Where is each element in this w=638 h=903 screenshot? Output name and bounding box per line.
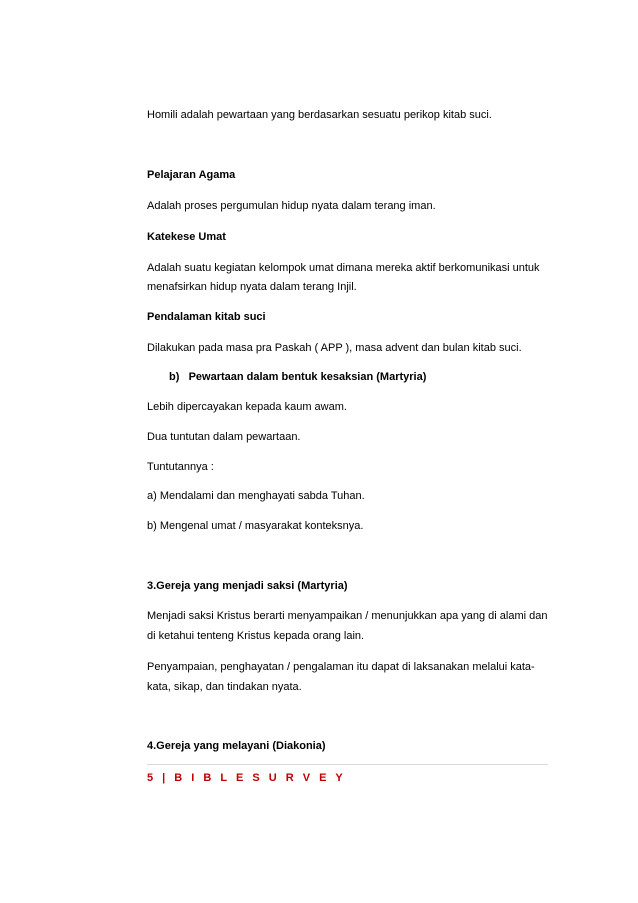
paragraph-kaum-awam: Lebih dipercayakan kepada kaum awam. bbox=[147, 401, 347, 413]
paragraph-saksi-line2: di ketahui tenteng Kristus kepada orang lain. bbox=[147, 630, 365, 642]
list-item-b: b) Mengenal umat / masyarakat konteksnya. bbox=[147, 520, 364, 532]
heading-pelajaran-agama: Pelajaran Agama bbox=[147, 169, 236, 181]
subheading-pewartaan-kesaksian bbox=[169, 370, 426, 384]
paragraph-katekese-line1: Adalah suatu kegiatan kelompok umat dimana mereka aktif berkomunikasi untuk bbox=[147, 262, 540, 274]
subheading-text: Pewartaan dalam bentuk kesaksian (Martyria) bbox=[188, 371, 427, 383]
list-item-a: a) Mendalami dan menghayati sabda Tuhan. bbox=[147, 490, 365, 502]
paragraph-dua-tuntutan: Dua tuntutan dalam pewartaan. bbox=[147, 431, 301, 443]
paragraph-penyampaian-line1: Penyampaian, penghayatan / pengalaman itu dapat di laksanakan melalui kata- bbox=[147, 661, 535, 673]
paragraph-saksi-line1: Menjadi saksi Kristus berarti menyampaikan / menunjukkan apa yang di alami dan bbox=[147, 610, 548, 622]
paragraph-homili: Homili adalah pewartaan yang berdasarkan sesuatu perikop kitab suci. bbox=[147, 109, 492, 121]
heading-gereja-melayani: 4.Gereja yang melayani (Diakonia) bbox=[147, 740, 326, 752]
paragraph-katekese-line2: menafsirkan hidup nyata dalam terang Injil. bbox=[147, 281, 357, 293]
heading-gereja-saksi: 3.Gereja yang menjadi saksi (Martyria) bbox=[147, 580, 348, 592]
footer-divider bbox=[147, 764, 548, 765]
page-footer: 5 | B I B L E S U R V E Y bbox=[147, 772, 346, 784]
paragraph-pelajaran-agama: Adalah proses pergumulan hidup nyata dalam terang iman. bbox=[147, 200, 436, 212]
heading-katekese-umat: Katekese Umat bbox=[147, 231, 226, 243]
heading-pendalaman-kitab-suci: Pendalaman kitab suci bbox=[147, 311, 266, 323]
paragraph-tuntutannya: Tuntutannya : bbox=[147, 461, 214, 473]
paragraph-penyampaian-line2: kata, sikap, dan tindakan nyata. bbox=[147, 681, 302, 693]
paragraph-pendalaman: Dilakukan pada masa pra Paskah ( APP ), masa advent dan bulan kitab suci. bbox=[147, 342, 522, 354]
list-marker: b) bbox=[169, 371, 180, 383]
